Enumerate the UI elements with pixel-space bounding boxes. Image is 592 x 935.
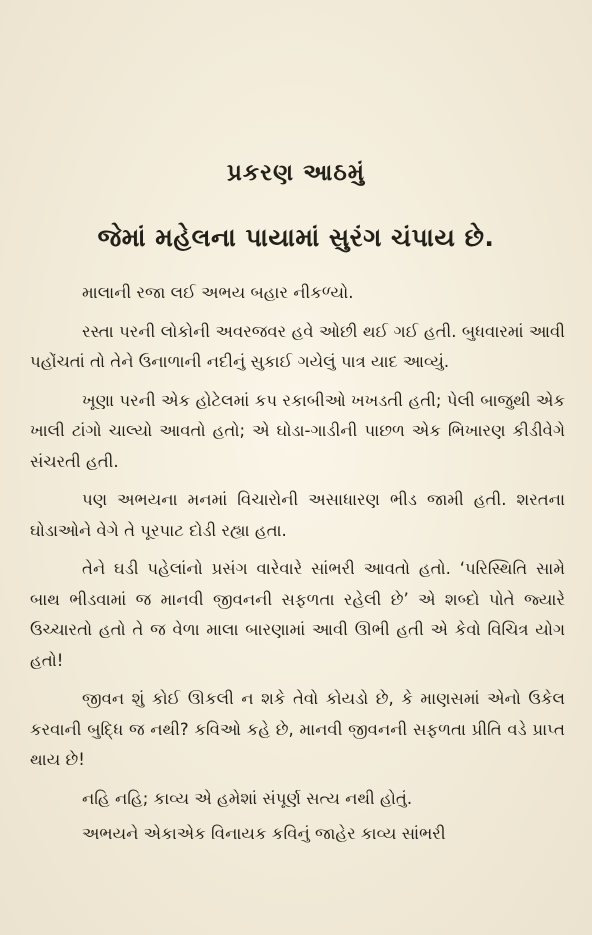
body-text	[30, 278, 565, 855]
chapter-heading: જેમાં મહેલના પાયામાં સુરંગ ચંપાય છે.	[97, 223, 495, 252]
paragraph: ખૂણા પરની એક હોટેલમાં કપ રકાબીઓ ખખડતી હતી; પેલી બાજુથી એક ખાલી ટાંગો ચાલ્યો આવતો હતો; એ ઘોડા-ગાડીની પાછળ એક ભિખારણ કીડીવેગે સંચરતી હતી.	[30, 390, 565, 471]
paragraph: તેને ઘડી પહેલાંનો પ્રસંગ વારેવારે સાંભરી આવતો હતો. ‘પરિસ્થિતિ સામે બાથ ભીડવામાં જ માનવી જીવનની સફળતા રહેલી છે’ એ શબ્દો પોતે જ્યારે ઉચ્ચારતો હતો તે જ વેળા માલા બારણામાં આવી ઊભી હતી એ કેવો વિચિત્ર યોગ હતો!	[30, 559, 565, 670]
paragraph: રસ્તા પરની લોકોની અવરજવર હવે ઓછી થઈ ગઈ હતી. બુધવારમાં આવી પહોંચતાં તો તેને ઉનાળાની નદીનું સુકાઈ ગયેલું પાત્ર યાદ આવ્યું.	[30, 321, 565, 371]
paragraph: નહિ નહિ; કાવ્ય એ હમેશાં સંપૂર્ણ સત્ય નથી હોતું.	[82, 788, 413, 808]
paragraph: અભયને એકાએક વિનાયક કવિનું જાહેર કાવ્ય સાંભરી	[82, 824, 446, 843]
paragraph: જીવન શું કોઈ ઊકલી ન શકે તેવો કોયડો છે, કે માણસમાં એનો ઉકેલ કરવાની બુદ્ધિ જ નથી? કવિઓ કહે છે, માનવી જીવનની સફળતા પ્રીતિ વડે પ્રાપ્ત થાય છે!	[30, 689, 565, 769]
chapter-title: પ્રકરણ આઠમું	[227, 160, 365, 186]
paragraph: માલાની રજા લઈ અભય બહાર નીકળ્યો.	[82, 283, 354, 302]
paragraph: પણ અભયના મનમાં વિચારોની અસાધારણ ભીડ જામી હતી. શરતના ઘોડાઓને વેગે તે પૂરપાટ દોડી રહ્યા હતા.	[30, 490, 565, 540]
